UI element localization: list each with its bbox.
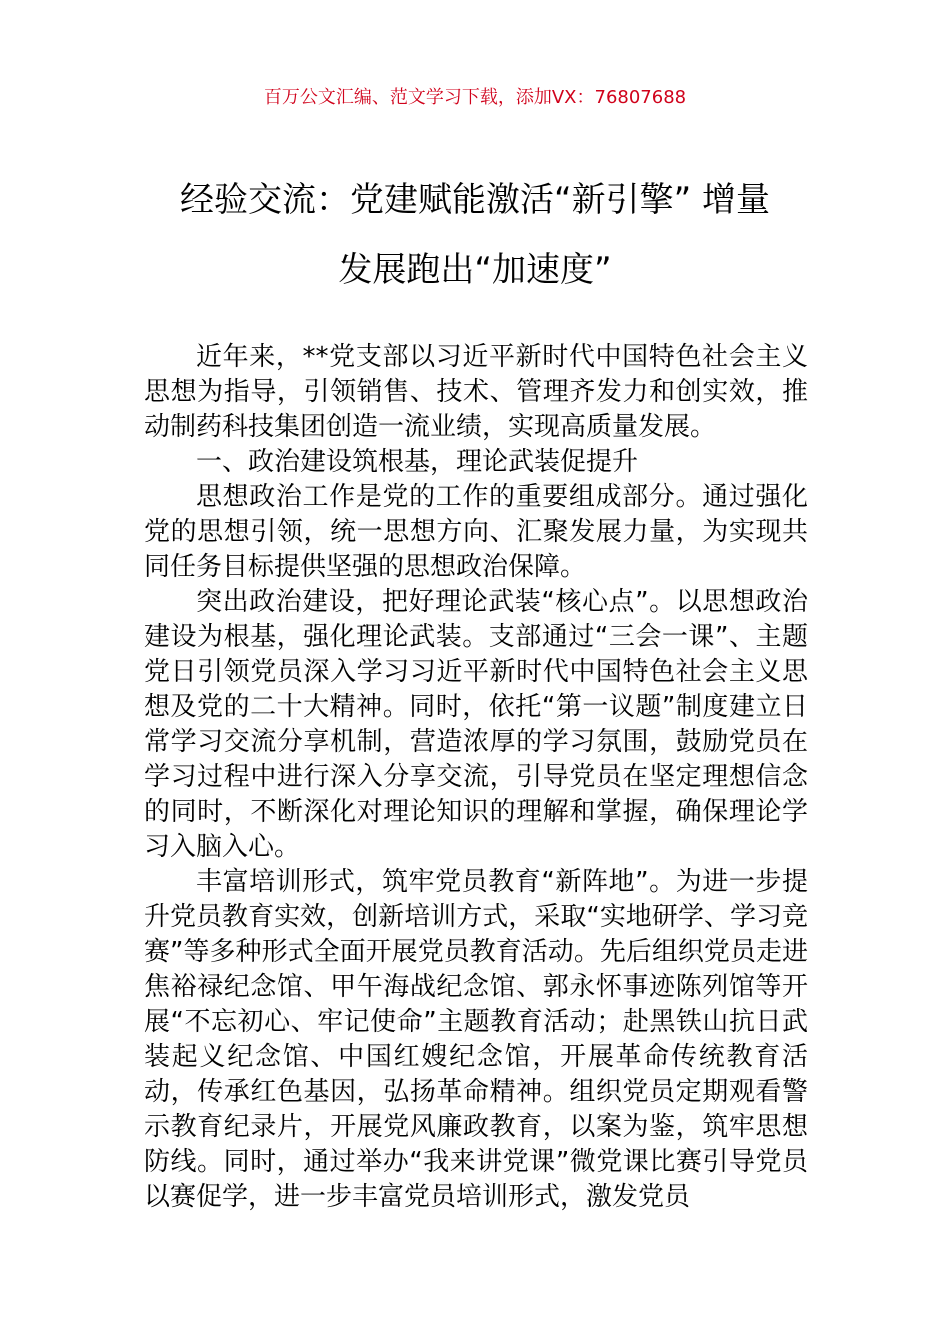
paragraph: 丰富培训形式，筑牢党员教育“新阵地”。为进一步提升党员教育实效，创新培训方式，采取“实地研学、学习竞赛”等多种形式全面开展党员教育活动。先后组织党员走进焦裕禄纪念馆、甲午海战纪念馆、郭永怀事迹陈列馆等开展“不忘初心、牢记使命”主题教育活动；赴黑铁山抗日武装起义纪念馆、中国红嫂纪念馆，开展革命传统教育活动，传承红色基因，弘扬革命精神。组织党员定期观看警示教育纪录片，开展党风廉政教育，以案为鉴，筑牢思想防线。同时，通过举办“我来讲党课”微党课比赛引导党员以赛促学，进一步丰富党员培训形式，激发党员: [144, 867, 808, 1212]
paragraph: 突出政治建设，把好理论武装“核心点”。以思想政治建设为根基，强化理论武装。支部通过“三会一课”、主题党日引领党员深入学习习近平新时代中国特色社会主义思想及党的二十大精神。同时，依托“第一议题”制度建立日常学习交流分享机制，营造浓厚的学习氛围，鼓励党员在学习过程中进行深入分享交流，引导党员在坚定理想信念的同时，不断深化对理论知识的理解和掌握，确保理论学习入脑入心。: [144, 587, 808, 862]
document-body: [144, 340, 808, 1215]
section-heading: 一、政治建设筑根基，理论武装促提升: [196, 447, 639, 477]
title-line-2: 发展跑出“加速度”: [338, 250, 612, 290]
header-note: 百万公文汇编、范文学习下载，添加VX：76807688: [263, 87, 687, 108]
paragraph: 思想政治工作是党的工作的重要组成部分。通过强化党的思想引领，统一思想方向、汇聚发展力量，为实现共同任务目标提供坚强的思想政治保障。: [144, 482, 808, 582]
title-line-1: 经验交流：党建赋能激活“新引擎” 增量: [179, 180, 771, 220]
paragraph-intro: 近年来，**党支部以习近平新时代中国特色社会主义思想为指导，引领销售、技术、管理齐发力和创实效，推动制药科技集团创造一流业绩，实现高质量发展。: [144, 342, 808, 442]
